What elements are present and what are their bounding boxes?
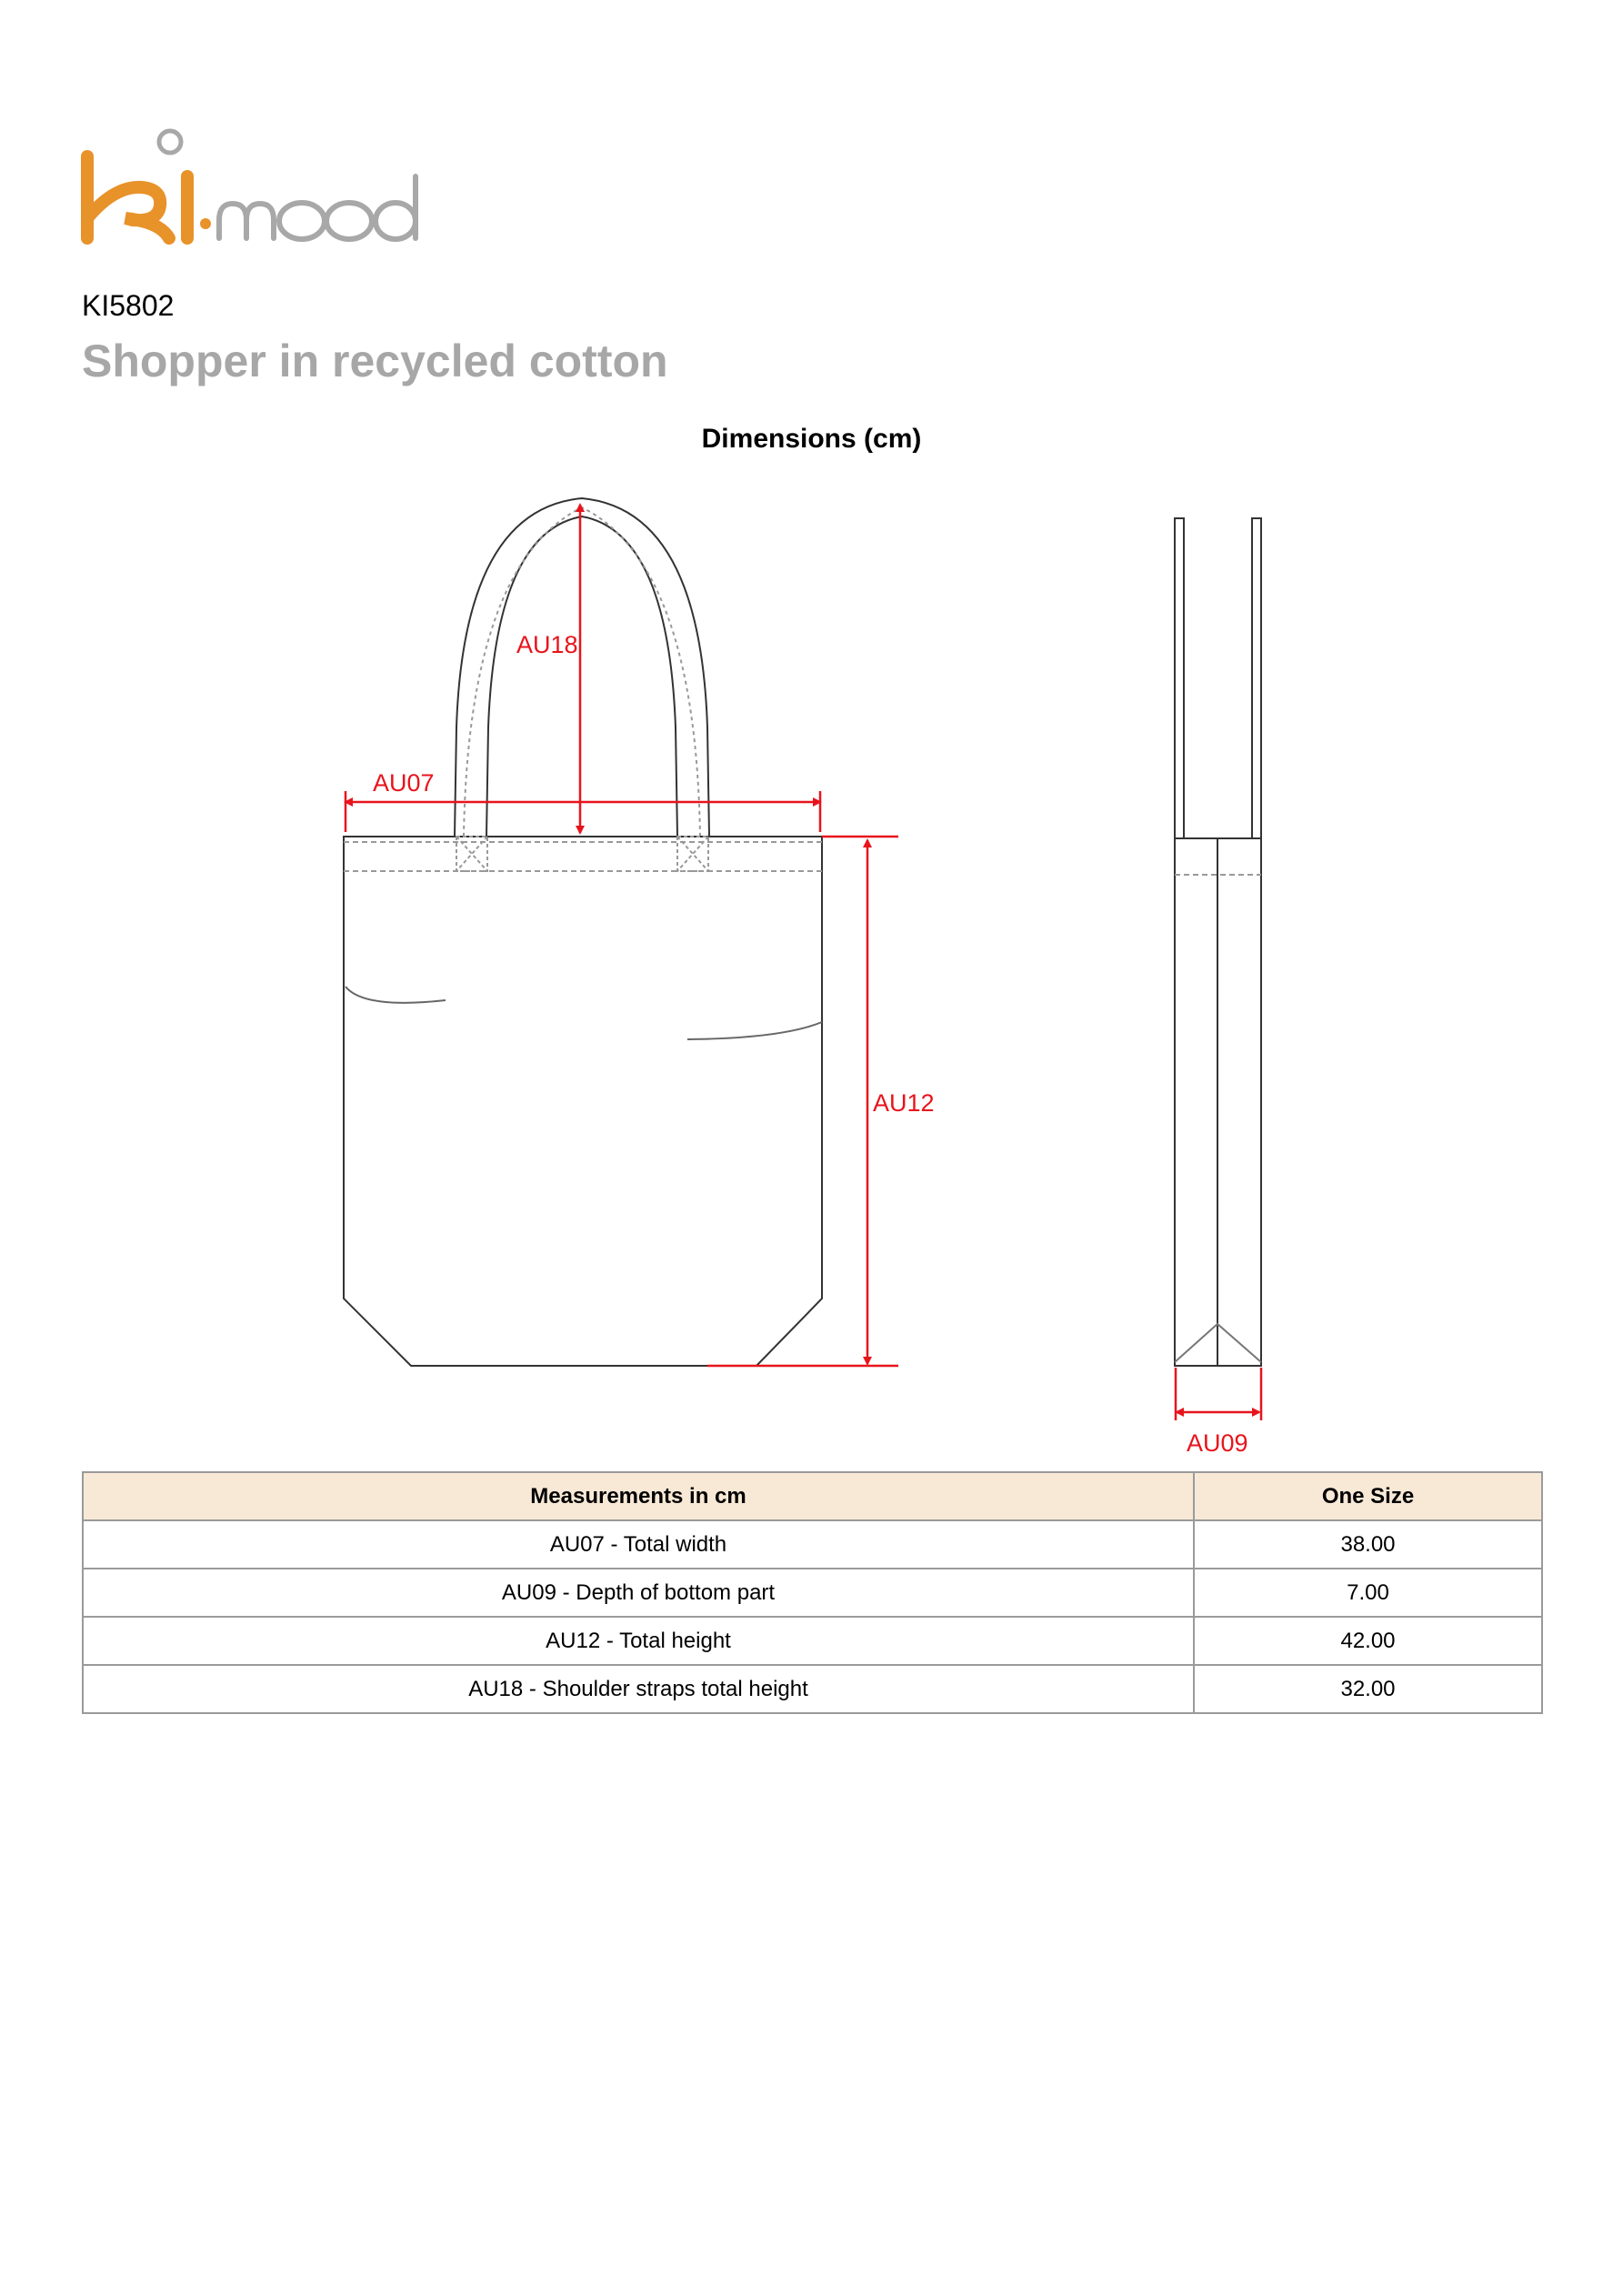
row-value: 38.00 xyxy=(1194,1520,1542,1569)
bag-front-view xyxy=(344,498,822,1366)
bag-side-view xyxy=(1175,518,1261,1366)
table-row xyxy=(83,1520,1542,1569)
table-row xyxy=(83,1569,1542,1617)
header-one-size: One Size xyxy=(1194,1472,1542,1520)
measurements-table xyxy=(82,1471,1543,1714)
row-value: 42.00 xyxy=(1194,1617,1542,1665)
header-measurements: Measurements in cm xyxy=(83,1472,1194,1520)
au12-dimension xyxy=(707,837,898,1366)
row-label: AU18 - Shoulder straps total height xyxy=(83,1665,1194,1713)
dimensions-title: Dimensions (cm) xyxy=(701,424,922,454)
au09-label: AU09 xyxy=(1187,1429,1248,1457)
au07-dimension xyxy=(346,791,820,832)
table-row xyxy=(83,1617,1542,1665)
au09-dimension xyxy=(1176,1368,1261,1420)
au12-label: AU12 xyxy=(873,1089,935,1117)
table-header-row xyxy=(83,1472,1542,1520)
row-value: 7.00 xyxy=(1194,1569,1542,1617)
au07-label: AU07 xyxy=(373,769,435,797)
au18-label: AU18 xyxy=(516,631,578,658)
row-label: AU07 - Total width xyxy=(83,1520,1194,1569)
row-label: AU12 - Total height xyxy=(83,1617,1194,1665)
row-label: AU09 - Depth of bottom part xyxy=(83,1569,1194,1617)
table-row xyxy=(83,1665,1542,1713)
product-title: Shopper in recycled cotton xyxy=(82,336,668,386)
product-code: KI5802 xyxy=(82,289,175,322)
row-value: 32.00 xyxy=(1194,1665,1542,1713)
